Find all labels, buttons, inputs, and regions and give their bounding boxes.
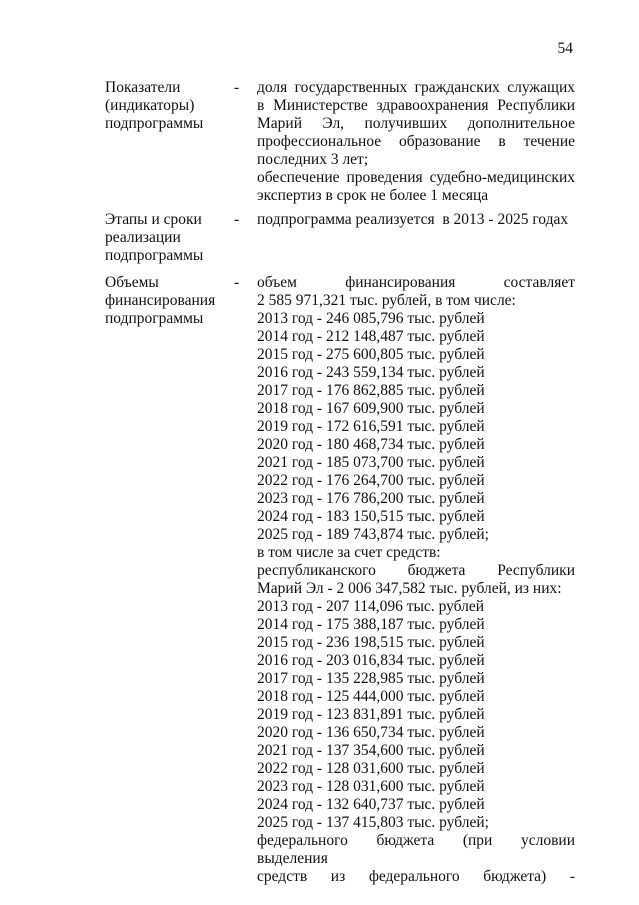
text-line: в том числе за счет средств: (257, 544, 441, 561)
stages-value (257, 211, 575, 229)
text-line: объем финансирования составляет (257, 274, 575, 291)
year-line: 2019 год - 172 616,591 тыс. рублей (257, 418, 485, 435)
year-line: 2016 год - 203 016,834 тыс. рублей (257, 652, 485, 669)
page-number: 54 (557, 40, 573, 57)
year-line: 2021 год - 185 073,700 тыс. рублей (257, 454, 485, 471)
label-line: финансирования (105, 292, 216, 309)
label-line: Показатели (105, 79, 181, 96)
year-line: 2022 год - 128 031,600 тыс. рублей (257, 760, 485, 777)
year-line: 2017 год - 176 862,885 тыс. рублей (257, 382, 485, 399)
financing-value (257, 274, 575, 886)
indicators-label (105, 79, 230, 133)
label-line: подпрограммы (105, 247, 204, 264)
dash-separator: - (234, 274, 240, 291)
label-line: Этапы и сроки (105, 211, 202, 228)
year-line: 2014 год - 212 148,487 тыс. рублей (257, 328, 485, 345)
label-line: реализации (105, 229, 181, 246)
year-line: 2024 год - 132 640,737 тыс. рублей (257, 796, 485, 813)
text-line: экспертиз в срок не более 1 месяца (257, 187, 489, 204)
label-line: подпрограммы (105, 310, 204, 327)
text-line: 2 585 971,321 тыс. рублей, в том числе: (257, 292, 516, 309)
text-line: подпрограмма реализуется в 2013 - 2025 годах (257, 211, 569, 228)
text-line: в Министерстве здравоохранения Республики (257, 97, 575, 114)
year-line: 2013 год - 246 085,796 тыс. рублей (257, 310, 485, 327)
year-line: 2017 год - 135 228,985 тыс. рублей (257, 670, 485, 687)
year-line: 2013 год - 207 114,096 тыс. рублей (257, 598, 485, 615)
text-line: Марий Эл - 2 006 347,582 тыс. рублей, из них: (257, 580, 562, 597)
text-line: средств из федерального бюджета) - (257, 868, 575, 885)
text-line: федерального бюджета (при условии выделения (257, 832, 575, 867)
financing-label (105, 274, 230, 328)
year-line: 2019 год - 123 831,891 тыс. рублей (257, 706, 485, 723)
label-line: подпрограммы (105, 115, 204, 132)
year-line: 2025 год - 137 415,803 тыс. рублей; (257, 814, 489, 831)
year-line: 2024 год - 183 150,515 тыс. рублей (257, 508, 485, 525)
year-line: 2021 год - 137 354,600 тыс. рублей (257, 742, 485, 759)
year-line: 2014 год - 175 388,187 тыс. рублей (257, 616, 485, 633)
text-line: Марий Эл, получивших дополнительное (257, 115, 575, 132)
year-line: 2015 год - 236 198,515 тыс. рублей (257, 634, 485, 651)
label-line: Объемы (105, 274, 159, 291)
text-line: доля государственных гражданских служащих (257, 79, 575, 96)
year-line: 2018 год - 125 444,000 тыс. рублей (257, 688, 485, 705)
dash-separator: - (234, 79, 240, 96)
year-line: 2016 год - 243 559,134 тыс. рублей (257, 364, 485, 381)
year-line: 2020 год - 136 650,734 тыс. рублей (257, 724, 485, 741)
year-line: 2023 год - 176 786,200 тыс. рублей (257, 490, 485, 507)
year-line: 2020 год - 180 468,734 тыс. рублей (257, 436, 485, 453)
text-line: последних 3 лет; (257, 151, 369, 168)
year-line: 2018 год - 167 609,900 тыс. рублей (257, 400, 485, 417)
text-line: обеспечение проведения судебно-медицинских (257, 169, 575, 186)
year-line: 2023 год - 128 031,600 тыс. рублей (257, 778, 485, 795)
text-line: профессиональное образование в течение (257, 133, 575, 150)
indicators-value (257, 79, 575, 205)
label-line: (индикаторы) (105, 97, 195, 114)
stages-label (105, 211, 230, 265)
year-line: 2025 год - 189 743,874 тыс. рублей; (257, 526, 489, 543)
text-line: республиканского бюджета Республики (257, 562, 575, 579)
year-line: 2015 год - 275 600,805 тыс. рублей (257, 346, 485, 363)
year-line: 2022 год - 176 264,700 тыс. рублей (257, 472, 485, 489)
dash-separator: - (234, 211, 240, 228)
